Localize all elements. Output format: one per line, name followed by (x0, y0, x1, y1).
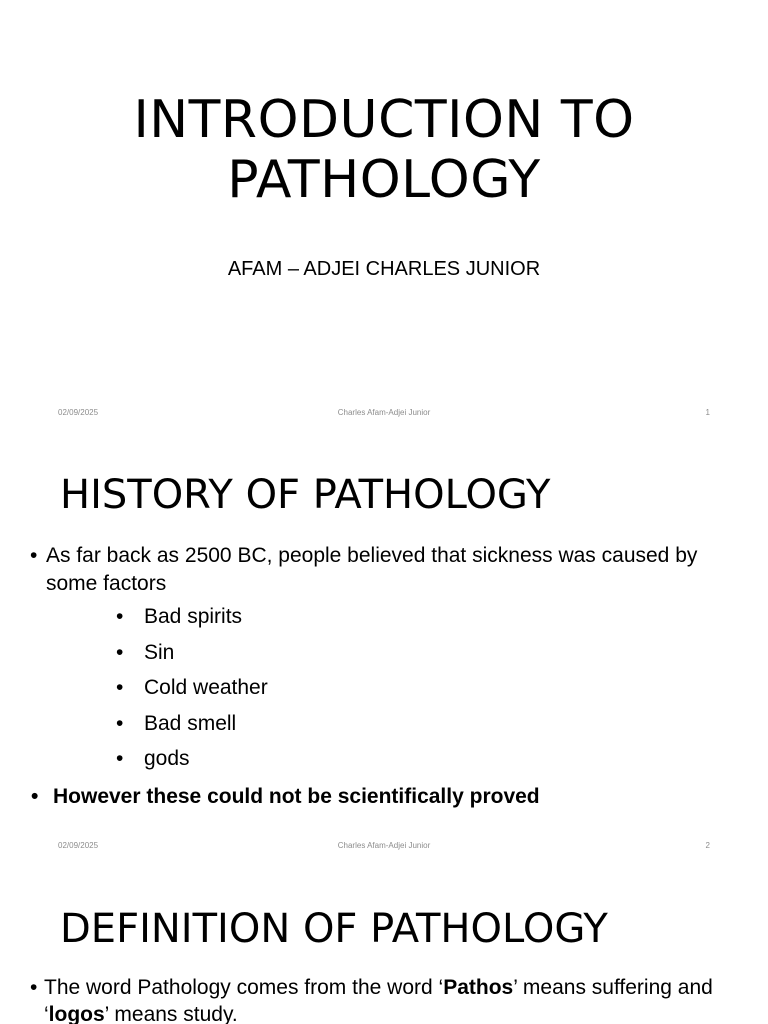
sub-bullet-item (116, 710, 268, 746)
title-line-1: INTRODUCTION TO (133, 90, 635, 150)
slide-heading: DEFINITION OF PATHOLOGY (60, 906, 608, 952)
sub-bullet-text: Cold weather (144, 676, 268, 699)
bullet-text: However these could not be scientifically proved (53, 785, 540, 808)
slide-title (0, 90, 768, 210)
bullet-dot: • (116, 747, 124, 770)
term-pathos: Pathos (443, 976, 514, 999)
bullet-text-part: ’ means study. (104, 1003, 238, 1024)
bullet-dot: • (116, 711, 124, 735)
slide-1 (0, 0, 768, 433)
term-logos: logos (48, 1003, 105, 1024)
slide-subtitle: AFAM – ADJEI CHARLES JUNIOR (227, 258, 541, 280)
slide-heading: HISTORY OF PATHOLOGY (60, 472, 551, 518)
bullet-dot: • (116, 605, 124, 628)
bullet-dot: • (30, 976, 38, 999)
sub-bullet-item (116, 603, 268, 639)
slide-3 (0, 866, 768, 1024)
bullet-item-bold (31, 783, 540, 811)
footer-author: Charles Afam-Adjei Junior (337, 841, 431, 850)
sub-bullet-list (116, 603, 268, 781)
bullet-dot: • (116, 640, 124, 664)
sub-bullet-item (116, 745, 268, 781)
bullet-item (30, 542, 736, 598)
bullet-text: As far back as 2500 BC, people believed that sickness was caused by some factors (46, 544, 698, 595)
sub-bullet-text: Bad smell (144, 711, 237, 735)
footer-author: Charles Afam-Adjei Junior (337, 408, 431, 417)
bullet-text-part: ’ means suffering and ‘ (44, 976, 713, 1024)
sub-bullet-text: Bad spirits (144, 605, 243, 628)
footer-page-number: 1 (705, 408, 710, 417)
footer-page-number: 2 (705, 841, 710, 850)
bullet-dot: • (116, 676, 124, 699)
bullet-dot: • (31, 785, 39, 808)
bullet-item (30, 974, 744, 1024)
sub-bullet-item (116, 674, 268, 710)
footer-date: 02/09/2025 (58, 408, 99, 417)
sub-bullet-text: gods (144, 747, 190, 770)
bullet-text-part: The word Pathology comes from the word ‘ (44, 976, 444, 999)
footer-date: 02/09/2025 (58, 841, 99, 850)
sub-bullet-text: Sin (144, 640, 175, 664)
title-line-2: PATHOLOGY (227, 150, 541, 210)
slide-2 (0, 433, 768, 866)
bullet-dot: • (30, 544, 38, 567)
sub-bullet-item (116, 639, 268, 675)
